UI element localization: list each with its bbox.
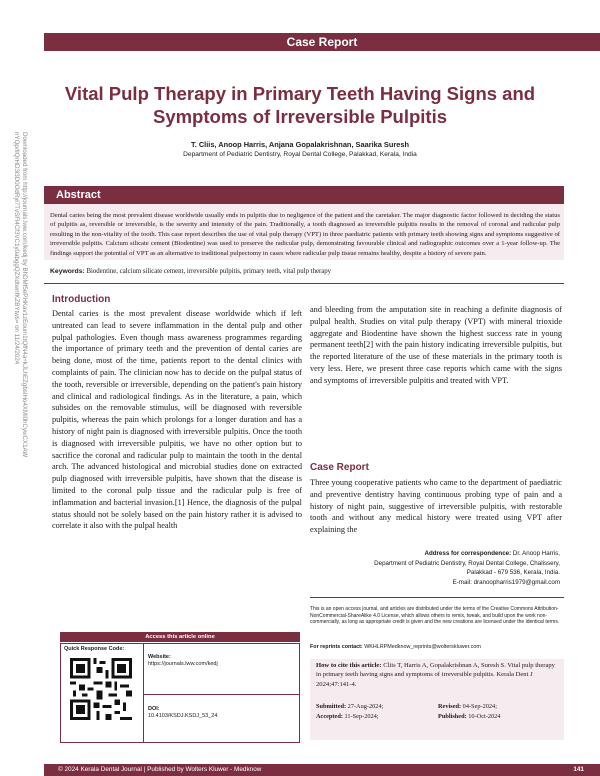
website-link[interactable]: https://journals.lww.com/kedj xyxy=(148,661,218,667)
revised-date: 04-Sep-2024; xyxy=(461,703,497,710)
revised-label: Revised: xyxy=(438,703,462,710)
correspondence-line1: Department of Pediatric Dentistry, Royal Dental College, Chalissery, xyxy=(374,559,560,567)
introduction-continued-text: and bleeding from the amputation site in reaching a definite diagnosis of pulpal health. Studies on vital pulp therapy (VPT) with mineral trioxide aggregate and Biodentine have shown the highest success rate in young permanent teeth[2] with the pain history indicating irreversible pulpitis, but the reported literature of the use of these materials in the primary tooth is very less. Here, we present three case reports which came with the signs and symptoms of irreversible pulpitis and treated with VPT. xyxy=(310,305,562,385)
case-report-text: Three young cooperative patients who came to the department of paediatric and preventive dentistry having continuous probing type of pain and a history of night pain, suggestive of irreversible pulpitis, with restorable tooth and without any medical history were treated using VPT after explaining the xyxy=(310,478,562,535)
page-footer xyxy=(44,764,600,776)
published-date: 10-Oct-2024 xyxy=(466,713,501,720)
keywords xyxy=(50,268,560,275)
divider xyxy=(310,597,564,598)
reprints-contact xyxy=(310,644,562,650)
access-online-heading: Access this article online xyxy=(60,632,300,642)
affiliation: Department of Pediatric Dentistry, Royal Dental College, Palakkad, Kerala, India xyxy=(183,151,417,158)
case-report-heading: Case Report xyxy=(310,462,369,473)
article-category-banner: Case Report xyxy=(44,33,600,51)
published-label: Published: xyxy=(438,713,467,720)
keywords-text: Biodentine, calcium silicate cement, irreversible pulpitis, primary teeth, vital pulp therapy xyxy=(84,268,332,275)
citation-body: Cliis T, Harris A, Gopalakrishnan A, Suresh S. Vital pulp therapy in primary teeth having signs and symptoms of irreversible pulpitis. Kerala Dent J 2024;47:141-4. xyxy=(316,662,555,688)
citation-text xyxy=(316,661,560,689)
submitted-date: 27-Aug-2024; xyxy=(346,703,384,710)
website-label: Website: xyxy=(148,654,171,660)
correspondence-email[interactable]: E-mail: dranoopharris1979@gmail.com xyxy=(452,578,560,586)
doi-link[interactable]: 10.4103/KSDJ.KSDJ_53_24 xyxy=(148,713,218,719)
qr-code-label: Quick Response Code: xyxy=(64,646,125,652)
page-number: 141 xyxy=(573,766,584,773)
download-watermark-text: Downloaded from http://journals.lww.com/kedj by BhDMf5ePHKav1zEoum1tQfN4a+kJLhEZgbsIHo4XMi0hCywCX1AW nYQp/IlQrHD3i3D0OdRyi7TvSFl4Cf3VC1y0abggQZXdtwnfKZBYtws= on 11/24/2024 xyxy=(13,132,28,458)
abstract-heading: Abstract xyxy=(44,186,564,204)
introduction-text: Dental caries is the most prevalent disease worldwide which if left untreated can lead to severe inflammation in the dental pulp and other pulpal pathologies. Even though mass awareness programmes regarding the importance of primary teeth and the prevention of dental caries are being done, most of the time, patients report to the dental clinics with complaints of pain. The clinician now has to decide on the pulpal status of the tooth, reversible or irreversible, depending on the patient's pain history and clinical and radiological findings. As in the literature, a pain, which subsides on the removable stimulus, will be diagnosed with reversible pulpitis, whereas the pain which prolongs for a longer duration and has a history of night pain is diagnosed with irreversible pulpitis. Once the tooth is diagnosed with irreversible pulpitis, we have no other option but to sacrifice the coronal and radicular pulp to maintain the tooth in the dental arch. The advanced histological and microbial studies done on extracted pulp diagnosed with irreversible pulpitis, have shown that the disease is limited to the coronal pulp tissue and the radicular pulp is free of inflammation and bacterial invasion.[1] Hence, the diagnosis of the pulpal status should not be solely based on the pain history rather it is advised to correlate it also with the pulpal health xyxy=(52,309,302,531)
correspondence-line2: Palakkad - 679 536, Kerala, India. xyxy=(466,569,560,576)
qr-code-icon[interactable] xyxy=(70,658,132,720)
article-dates xyxy=(316,702,560,722)
divider xyxy=(44,283,564,284)
reprints-label: For reprints contact: xyxy=(310,644,363,650)
correspondence-label: Address for correspondence: xyxy=(424,550,512,557)
divider xyxy=(143,644,144,742)
accepted-date: 11-Sep-2024; xyxy=(342,713,379,720)
download-watermark xyxy=(8,132,32,632)
citation-label: How to cite this article: xyxy=(316,662,382,669)
correspondence-address xyxy=(360,549,560,587)
divider xyxy=(144,694,300,695)
doi-label: DOI: xyxy=(148,706,160,712)
license-text: This is an open access journal, and articles are distributed under the terms of the Creative Commons Attribution-NonCommercial-ShareAlike 4.0 License, which allows others to remix, tweak, and build upon the work non-commercially, as long as appropriate credit is given and the new creations are licensed under the identical terms. xyxy=(310,606,560,626)
article-title: Vital Pulp Therapy in Primary Teeth Having Signs and Symptoms of Irreversible Pulpitis xyxy=(64,83,536,127)
author-list: T. Cliis, Anoop Harris, Anjana Gopalakrishnan, Saarika Suresh xyxy=(191,140,409,149)
abstract-text: Dental caries being the most prevalent disease worldwide usually ends in pulpitis due to negligence of the patient and the caretaker. The major diagnostic factor followed in deciding the status of pulpitis as, reversible or irreversible, is the severity and intensity of the pain. Traditionally, a tooth diagnosed as irreversible pulpitis results in the removal of coronal and radicular pulp resulting in the non-vitality of the tooth. This case report describes the use of vital pulp therapy (VPT) in three paediatric patients with primary teeth showing signs and symptoms suggestive of irreversible pulpitis. Calcium silicate cement (Biodentine) was used to preserve the radicular pulp, demonstrating favourable clinical and radiographic outcomes over a 1-year follow-up. The findings support the potential of VPT as an alternative to traditional pulpectomy in cases where radicular pulp tissue remains healthy, despite a history of severe pain. xyxy=(50,212,560,257)
accepted-label: Accepted: xyxy=(316,713,343,720)
reprints-email[interactable]: WKHLRPMedknow_reprints@wolterskluwer.com xyxy=(362,644,481,650)
correspondence-name: Dr. Anoop Harris, xyxy=(511,550,560,557)
keywords-label: Keywords: xyxy=(50,268,85,275)
submitted-label: Submitted: xyxy=(316,703,347,710)
footer-copyright: © 2024 Kerala Dental Journal | Published by Wolters Kluwer - Medknow xyxy=(58,766,262,773)
introduction-heading: Introduction xyxy=(52,294,111,305)
